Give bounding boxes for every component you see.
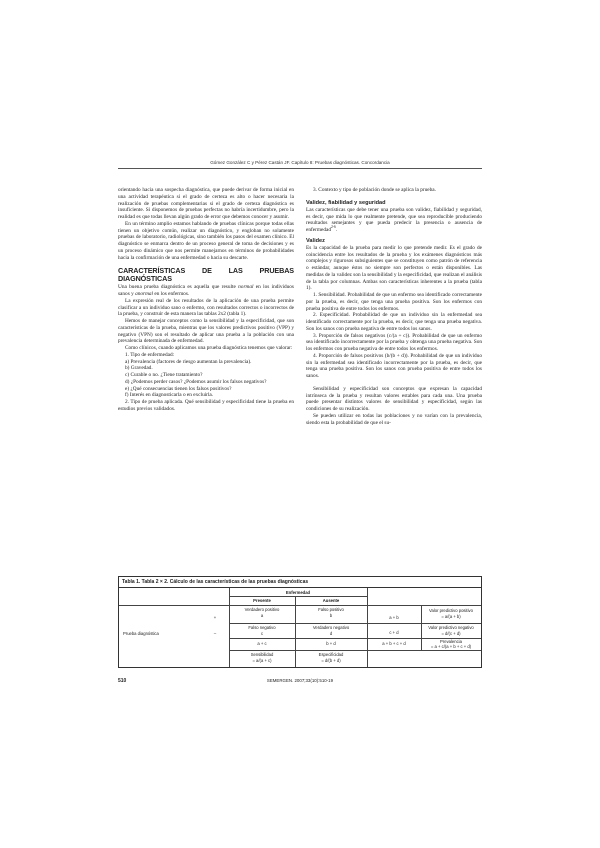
table-cell: d [329, 631, 333, 636]
list-item: f) Interés en diagnosticarla o en excluirla. [125, 392, 214, 399]
list-item: b) Gravedad. [125, 365, 153, 372]
subsection-heading: Validez, fiabilidad y seguridad [306, 199, 386, 206]
left-column [118, 187, 294, 413]
paragraph: Sensibilidad y especificidad son conceptos que expresan la capacidad intrínseca de la prueba y resultan valores estables para cada una. Una prueba puede presentar distintos valores de sensibilidad y especificidad, según las condiciones de su realización. [306, 385, 482, 412]
table-cell: a [260, 613, 264, 618]
table-rule [367, 588, 368, 667]
list-item: 1. Tipo de enfermedad: [125, 351, 175, 358]
paragraph: 4. Proporción de falsos positivos (b/(b + d)). Probabilidad de que un individuo sin la enfermedad sea identificado incorrectamente por la prueba, es decir, que tenga una prueba positiva. Son los sanos con prueba positiva de entre todos los sanos. [306, 352, 482, 379]
paragraph: Se pueden utilizar en todas las poblaciones y no varían con la prevalencia, siendo esta la probabilidad de que el su- [306, 412, 482, 426]
table-rule [229, 596, 367, 597]
table-cell: Falso positivo [318, 607, 344, 612]
list-item: c) Curable o no. ¿Tiene tratamiento? [125, 372, 203, 379]
table-cell: = d/(c + d) [441, 631, 461, 636]
list-item: a) Prevalencia (factores de riesgo aumentan la prevalencia). [125, 358, 252, 365]
section-heading: CARACTERÍSTICAS DE LAS PRUEBAS DIAGNÓSTICAS [118, 266, 294, 283]
paragraph: Una buena prueba diagnóstica es aquella que resulte normal en los individuos sanos y anormal en los enfermos. [118, 284, 294, 298]
table-cell: c [260, 631, 264, 636]
table-rule [229, 623, 481, 624]
table-cell: Falso negativo [248, 625, 276, 630]
paragraph: 1. Sensibilidad. Probabilidad de que un enfermo sea identificado correctamente por la prueba, es decir, que tenga una prueba positiva. Son los enfermos con prueba positiva de entre todos los enfermos. [306, 292, 482, 312]
journal-citation: SEMERGEN. 2007;33(10):510-19 [266, 678, 334, 683]
running-head: Gómez González C y Pérez Castán JF. Capítulo 8: Pruebas diagnósticas. Concordancia [210, 160, 390, 165]
paragraph: Las características que debe tener una prueba son validez, fiabilidad y seguridad, es decir, que mida lo que realmente pretende, que sea reproducible produciendo resultados semejantes y que pueda predecir la presencia o ausencia de enfermedad$^{2-6}$. [306, 206, 482, 233]
paragraph: 3. Contexto y tipo de población donde se aplica la prueba. [313, 187, 436, 193]
subsection-heading: Validez [306, 237, 325, 244]
table-cell: Valor predictivo positivo [429, 608, 473, 613]
table-1 [118, 576, 482, 668]
table-rule [119, 605, 481, 606]
table-rule [229, 650, 481, 651]
page-number: 510 [118, 678, 127, 684]
list-item: 2. Tipo de prueba aplicada. Qué sensibilidad y especificidad tiene la prueba en estudios previos validados. [118, 399, 294, 412]
column-header: Presente [253, 598, 271, 603]
paragraph: Hemos de manejar conceptos como la sensibilidad y la especificidad, que son características de la prueba, mientras que los valores predictivos positivo (VPP) y negativo (VPN) son el resultado de aplicar una prueba a la población con una prevalencia determinada de enfermedad. [118, 318, 294, 345]
table-cell: Valor predictivo negativo [428, 625, 474, 630]
row-sign: – [213, 631, 217, 636]
table-cell: a + c [257, 641, 267, 646]
paragraph: En un término amplio estamos hablando de pruebas clínicas porque todas ellas tienen un objetivo común, realizar un diagnóstico, y engloban no solamente pruebas de laboratorio, radiológicas, sino también los pasos del examen clínico. El diagnóstico se enmarca dentro de un proceso general de toma de decisiones y es un proceso dinámico que nos permite manejarnos en términos de probabilidades hacia la confirmación de una enfermedad o hacia su descarte. [118, 220, 294, 261]
table-cell: a + b + c + d [382, 641, 406, 646]
paragraph: La expresión real de los resultados de la aplicación de una prueba permite clasificar a un individuo sano o enfermo, con resultados correctos o incorrectos de la prueba, y construir de esta manera las tablas 2x2 (tabla 1). [118, 297, 294, 318]
table-cell: = d/(b + d) [321, 658, 341, 663]
table-cell: = a/(a + c) [252, 658, 272, 663]
list-item: e) ¿Qué consecuencias tienen los falsos positivos? [125, 385, 232, 392]
paragraph: Como clínicos, cuando aplicamos una prueba diagnóstica tenemos que valorar: [125, 345, 293, 352]
right-column [306, 187, 482, 426]
paragraph: 3. Proporción de falsos negativos (c/(a + c)). Probabilidad de que un enfermo sea identificado incorrectamente por la prueba y obtenga una prueba negativa. Son los enfermos con prueba negativa de entre todos los enfermos. [306, 332, 482, 352]
column-header: Ausente [322, 598, 340, 603]
paragraph: Es la capacidad de la prueba para medir lo que pretende medir. Es el grado de coincidencia entre los resultados de la prueba y los exámenes diagnósticos más complejos y rigurosos subsiguientes que se constituyen como patrón de referencia o estándar, aunque éstos no siempre son perfectos o están disponibles. Las medidas de la validez son la sensibilidad y la especificidad, que realizan el análisis de la tabla por columnas. Ambas son características inherentes a la prueba (tabla 1). [306, 244, 482, 292]
table-cell: Verdadero negativo [312, 625, 350, 630]
table-cell: a + b [389, 615, 399, 620]
table-cell: Sensibilidad [250, 652, 274, 657]
reference-superscript: 2-6 [331, 225, 336, 230]
column-group-header: Enfermedad [285, 590, 311, 595]
row-sign: + [213, 615, 217, 620]
table-cell: b + d [326, 641, 336, 646]
table-cell: = a/(a + b) [441, 614, 461, 619]
table-cell: c + d [389, 630, 399, 635]
table-title: Tabla 1. Tabla 2 × 2. Cálculo de las características de las pruebas diagnósticas [122, 579, 309, 585]
header-rule [118, 168, 482, 169]
row-header: Prueba diagnóstica [123, 631, 159, 636]
table-cell: Especificidad [318, 652, 344, 657]
list-item: d) ¿Podemos perder casos? ¿Podemos asumir los falsos negativos? [125, 378, 267, 385]
table-cell: b [329, 613, 333, 618]
table-cell: Prevalencia [440, 639, 462, 644]
paragraph: 2. Especificidad. Probabilidad de que un individuo sin la enfermedad sea identificado correctamente por la prueba, es decir, que tenga una prueba negativa. Son los sanos con prueba negativa de entre todos los sanos. [306, 312, 482, 332]
table-cell: = a + c/(a + b + c + d) [430, 644, 472, 649]
paragraph: orientando hacia una sospecha diagnóstica, que puede derivar de forma inicial en una actividad terapéutica si el grado de certeza es alto o hacer necesaria la realización de pruebas complementarias si el grado de certeza diagnóstica es insuficiente. Si disponemos de pruebas perfectas no habría incertidumbre, pero la realidad es que todas llevan algún grado de error que debemos conocer y asumir. [118, 187, 294, 220]
table-cell: Verdadero positivo [244, 607, 280, 612]
